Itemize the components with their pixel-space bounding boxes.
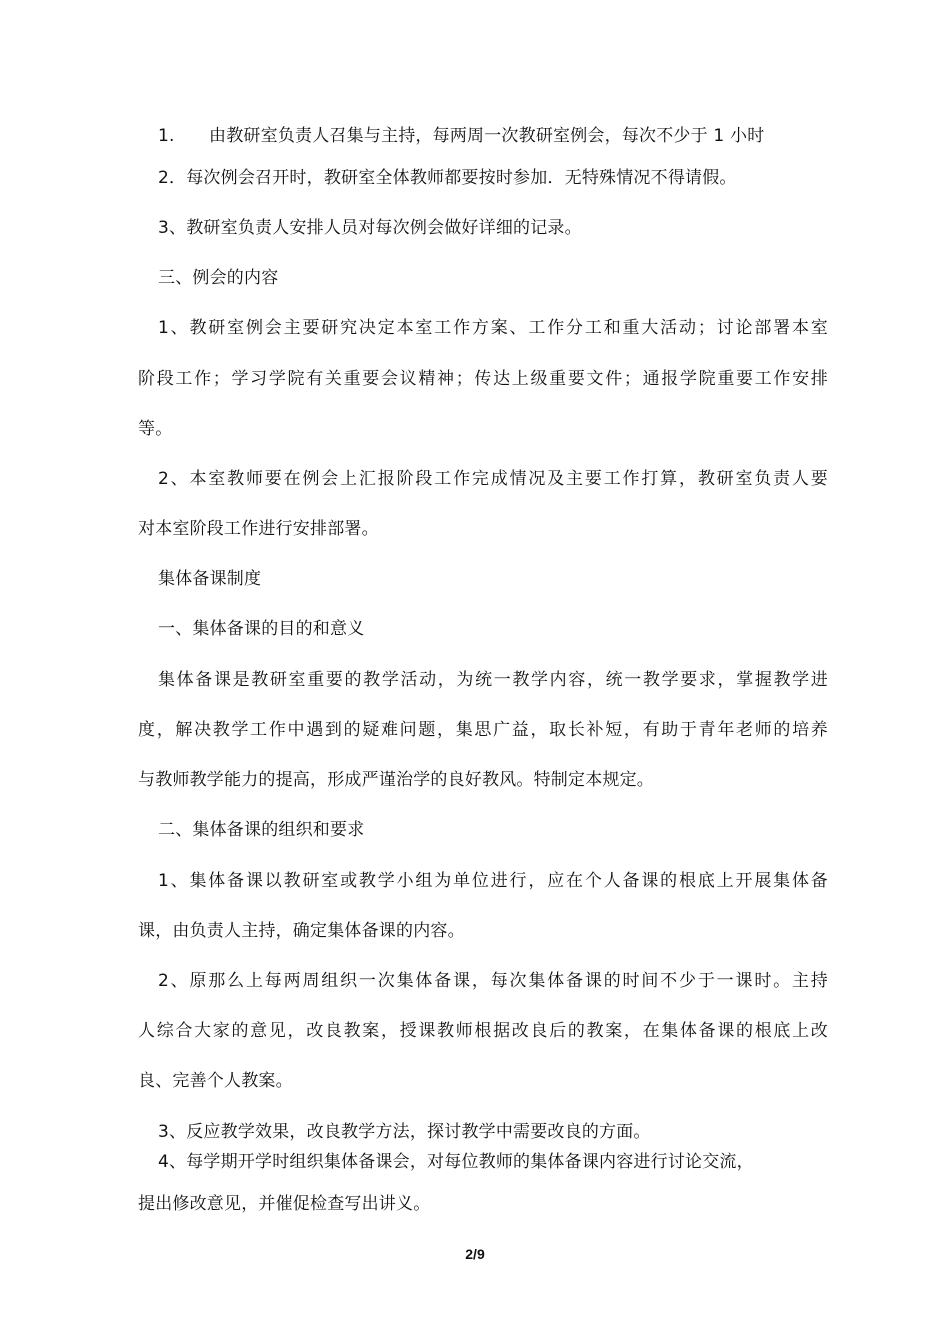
paragraph-line: 1、教研室例会主要研究决定本室工作方案、工作分工和重大活动；讨论部署本室 [158, 318, 828, 338]
paragraph-line: 人综合大家的意见，改良教案，授课教师根据改良后的教案，在集体备课的根底上改 [138, 1021, 828, 1041]
paragraph-line: 度，解决教学工作中遇到的疑难问题，集思广益，取长补短，有助于青年老师的培养 [138, 720, 828, 740]
paragraph-line: 1. 由教研室负责人召集与主持，每两周一次教研室例会，每次不少于 1 小时 [158, 126, 765, 146]
paragraph-line: 2、本室教师要在例会上汇报阶段工作完成情况及主要工作打算，教研室负责人要 [158, 469, 828, 489]
paragraph-line: 2．每次例会召开时，教研室全体教师都要按时参加．无特殊情况不得请假。 [158, 168, 737, 188]
paragraph-line: 良、完善个人教案。 [138, 1071, 293, 1091]
paragraph-line: 提出修改意见，并催促检查写出讲义。 [138, 1194, 431, 1214]
paragraph-line: 课，由负责人主持，确定集体备课的内容。 [138, 921, 465, 941]
paragraph-line: 3、反应教学效果，改良教学方法，探讨教学中需要改良的方面。 [158, 1122, 651, 1142]
section-heading: 一、集体备课的目的和意义 [158, 619, 365, 639]
paragraph-line: 与教师教学能力的提高，形成严谨治学的良好教风。特制定本规定。 [138, 770, 654, 790]
page-number: 2/9 [465, 1246, 485, 1262]
paragraph-line: 2、原那么上每两周组织一次集体备课，每次集体备课的时间不少于一课时。主持 [158, 971, 828, 991]
section-heading: 三、例会的内容 [158, 268, 279, 288]
paragraph-line: 1、集体备课以教研室或教学小组为单位进行，应在个人备课的根底上开展集体备 [158, 871, 828, 891]
paragraph-line: 阶段工作；学习学院有关重要会议精神；传达上级重要文件；通报学院重要工作安排 [138, 369, 828, 389]
paragraph-line: 对本室阶段工作进行安排部署。 [138, 519, 379, 539]
section-heading: 二、集体备课的组织和要求 [158, 820, 365, 840]
paragraph-line: 集体备课是教研室重要的教学活动，为统一教学内容，统一教学要求，掌握教学进 [158, 670, 828, 690]
section-title: 集体备课制度 [158, 569, 262, 589]
paragraph-line: 等。 [138, 419, 173, 439]
paragraph-line: 3、教研室负责人安排人员对每次例会做好详细的记录。 [158, 218, 582, 238]
paragraph-line: 4、每学期开学时组织集体备课会，对每位教师的集体备课内容进行讨论交流， [158, 1152, 754, 1172]
